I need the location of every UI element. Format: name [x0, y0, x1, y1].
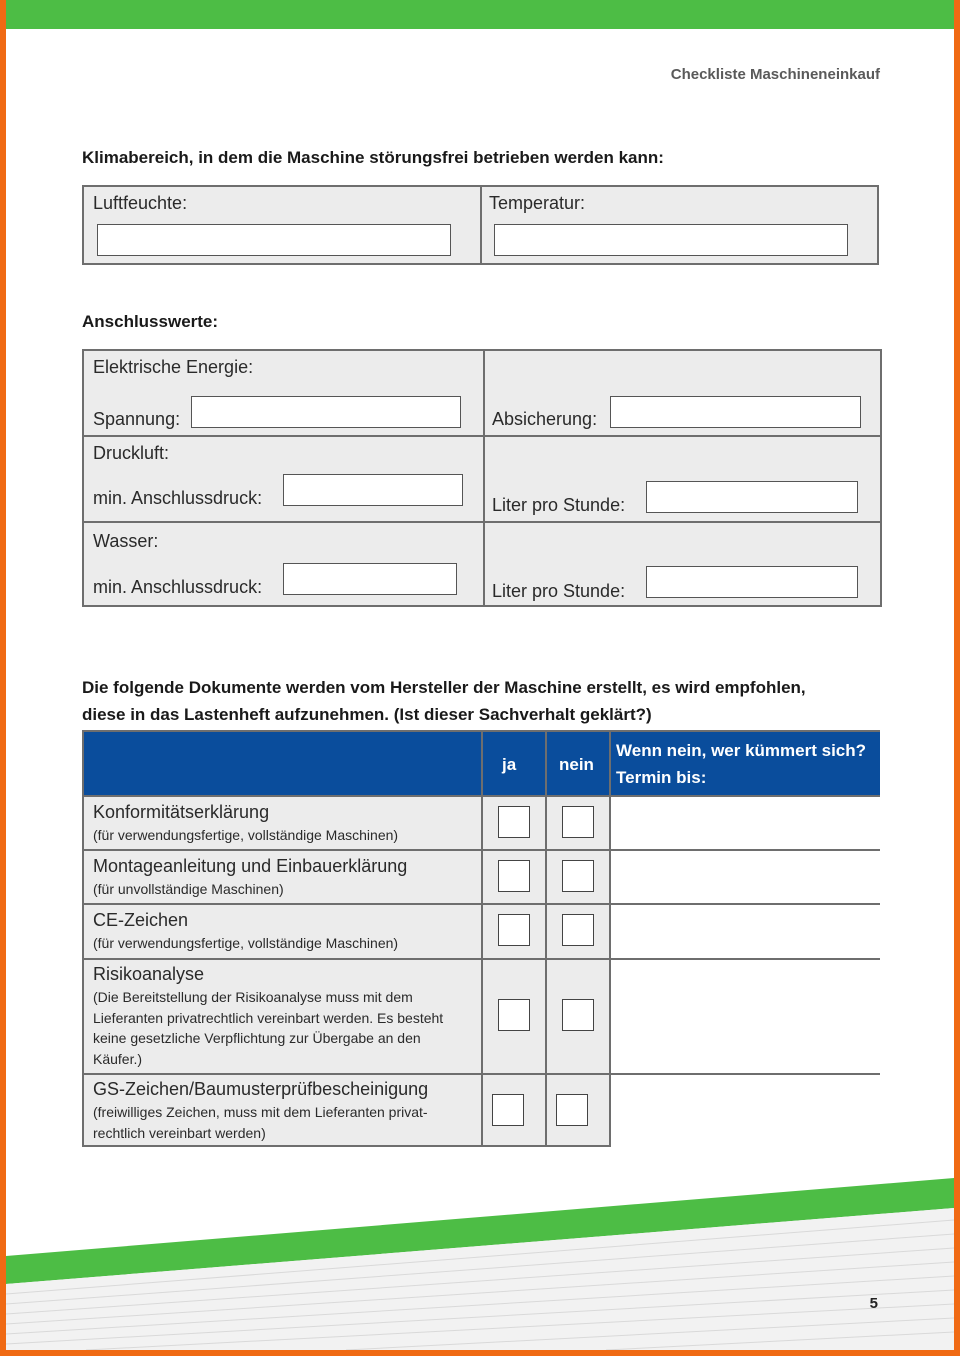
temperatur-label: Temperatur:: [489, 193, 586, 213]
anschluss-row-divider-1: [84, 435, 882, 437]
running-title: Checkliste Maschineneinkauf: [670, 66, 880, 83]
anschluss-divider: [483, 351, 485, 607]
wer-column-area: [611, 795, 880, 1147]
spannung-label: Spannung:: [93, 409, 181, 429]
col-ja-header: ja: [502, 755, 517, 774]
konformitaet-ja-checkbox[interactable]: [498, 806, 530, 838]
row-konformitaet-title: Konformitätserklärung: [93, 802, 270, 822]
anschluss-row-divider-2: [84, 521, 882, 523]
document-page: [6, 0, 954, 1350]
row-divider-3: [84, 958, 880, 960]
docs-table: [82, 730, 880, 1147]
luftfeuchte-label: Luftfeuchte:: [93, 193, 188, 213]
row-gs-sub-2: rechtlich vereinbart werden): [93, 1124, 266, 1141]
ce-ja-checkbox[interactable]: [498, 914, 530, 946]
klima-heading: Klimabereich, in dem die Maschine störungsfrei betrieben werden kann:: [82, 148, 664, 167]
docs-heading-line1: Die folgende Dokumente werden vom Hersteller der Maschine erstellt, es wird empfohlen,: [82, 678, 806, 697]
ce-nein-checkbox[interactable]: [562, 914, 594, 946]
page-number: 5: [869, 1295, 878, 1312]
col-wer-header-line2: Termin bis:: [616, 768, 707, 787]
col-nein-header: nein: [559, 755, 594, 774]
row-ce-title: CE-Zeichen: [93, 910, 189, 930]
wasser-min-druck-field[interactable]: [283, 563, 457, 595]
druckluft-min-druck-field[interactable]: [283, 474, 463, 506]
row-divider-2: [84, 903, 880, 905]
konformitaet-nein-checkbox[interactable]: [562, 806, 594, 838]
absicherung-label: Absicherung:: [492, 409, 598, 429]
druckluft-liter-field[interactable]: [646, 481, 858, 513]
row-divider-4: [84, 1073, 880, 1075]
montage-nein-checkbox[interactable]: [562, 860, 594, 892]
row-risiko-title: Risikoanalyse: [93, 964, 205, 984]
druckluft-liter-label: Liter pro Stunde:: [492, 495, 626, 515]
row-gs-sub-1: (freiwilliges Zeichen, muss mit dem Lieferanten privat-: [93, 1104, 428, 1120]
wasser-liter-label: Liter pro Stunde:: [492, 581, 626, 601]
wasser-min-druck-label: min. Anschlussdruck:: [93, 577, 263, 597]
spannung-field[interactable]: [191, 396, 461, 428]
anschluss-heading: Anschlusswerte:: [82, 312, 219, 331]
row-risiko-sub-4: Käufer.): [93, 1050, 143, 1067]
row-risiko-sub-1: (Die Bereitstellung der Risikoanalyse muss mit dem: [93, 989, 413, 1005]
wasser-liter-field[interactable]: [646, 566, 858, 598]
docs-heading-line2: diese in das Lastenheft aufzunehmen. (Ist dieser Sachverhalt geklärt?): [82, 705, 652, 724]
anschluss-box: [82, 349, 882, 607]
row-konformitaet-sub: (für verwendungsfertige, vollständige Maschinen): [93, 827, 399, 843]
row-ce-sub: (für verwendungsfertige, vollständige Maschinen): [93, 935, 399, 951]
gs-nein-checkbox[interactable]: [556, 1094, 588, 1126]
row-divider-1: [84, 849, 880, 851]
wasser-label: Wasser:: [93, 531, 159, 551]
druckluft-min-druck-label: min. Anschlussdruck:: [93, 488, 263, 508]
row-divider-0: [84, 795, 880, 797]
row-gs-title: GS-Zeichen/Baumusterprüfbescheinigung: [93, 1079, 429, 1099]
montage-ja-checkbox[interactable]: [498, 860, 530, 892]
absicherung-field[interactable]: [610, 396, 861, 428]
luftfeuchte-field[interactable]: [97, 224, 451, 256]
elektrische-energie-label: Elektrische Energie:: [93, 357, 254, 377]
row-montage-title: Montageanleitung und Einbauerklärung: [93, 856, 408, 876]
row-montage-sub: (für unvollständige Maschinen): [93, 881, 284, 897]
gs-ja-checkbox[interactable]: [492, 1094, 524, 1126]
druckluft-label: Druckluft:: [93, 443, 170, 463]
risiko-ja-checkbox[interactable]: [498, 999, 530, 1031]
klima-box: [82, 185, 879, 265]
row-risiko-sub-3: keine gesetzliche Verpflichtung zur Übergabe an den: [93, 1030, 421, 1046]
top-green-bar: [6, 0, 954, 29]
risiko-nein-checkbox[interactable]: [562, 999, 594, 1031]
temperatur-field[interactable]: [494, 224, 848, 256]
col-wer-header-line1: Wenn nein, wer kümmert sich?: [616, 741, 867, 760]
footer-swoosh: [6, 1160, 954, 1350]
klima-divider: [480, 187, 482, 265]
row-risiko-sub-2: Lieferanten privatrechtlich vereinbart werden. Es besteht: [93, 1009, 444, 1026]
